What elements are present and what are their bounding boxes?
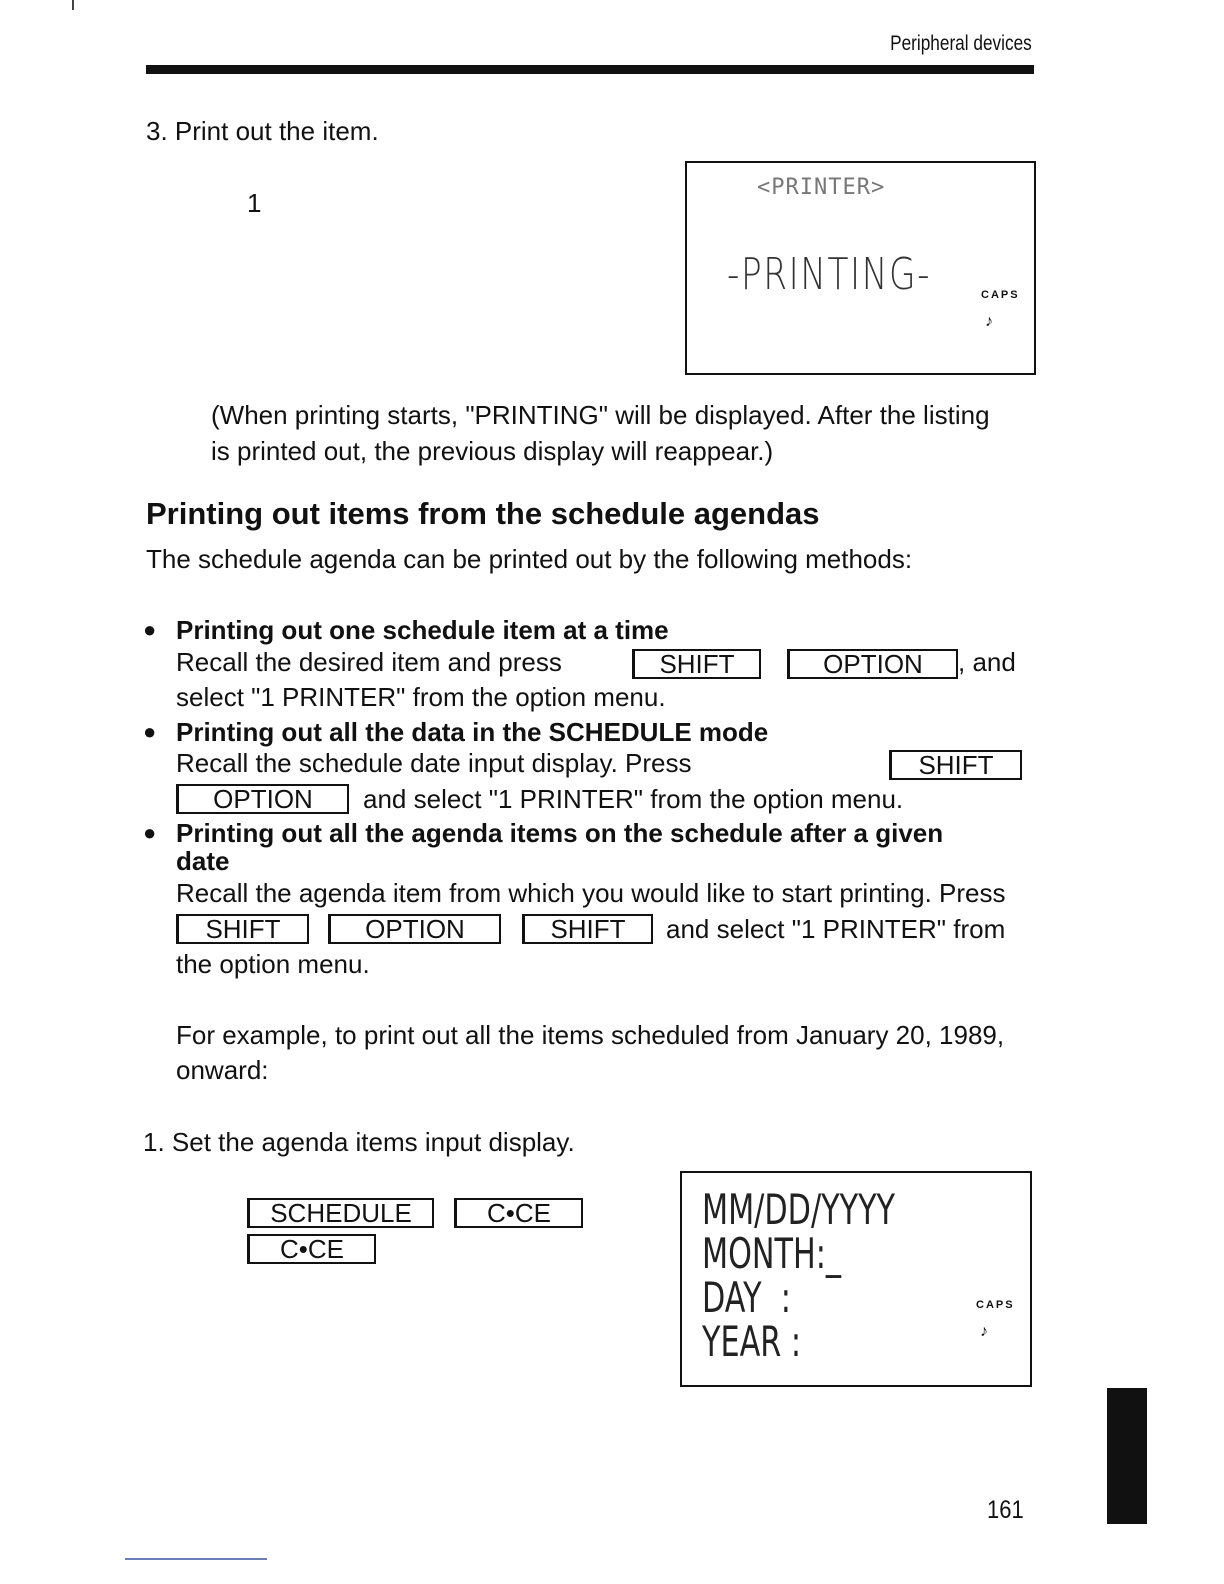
bullet-3-heading-line-1: Printing out all the agenda items on the schedule after a given (176, 818, 944, 848)
bullet-3-heading-line-2: date (176, 846, 230, 876)
lcd-date-input-display (680, 1171, 1032, 1387)
step-3-key: 1 (247, 188, 262, 218)
lcd-month-field: MONTH:_ (702, 1229, 842, 1278)
step-3-title: 3. Print out the item. (146, 116, 379, 146)
schedule-key: SCHEDULE (247, 1198, 434, 1228)
bullet-2-line-1: Recall the schedule date input display. Press (176, 748, 692, 778)
option-key: OPTION (328, 914, 501, 944)
option-key: OPTION (176, 784, 349, 814)
cce-key: C•CE (247, 1234, 376, 1264)
bullet-1-line-1: Recall the desired item and press (176, 647, 562, 677)
running-header: Peripheral devices (890, 32, 1032, 55)
music-note-icon: ♪ (985, 313, 993, 330)
bullet-2-line-2: and select "1 PRINTER" from the option menu. (363, 784, 904, 814)
step-1-title: 1. Set the agenda items input display. (143, 1127, 575, 1157)
bullet-1-line-2: select "1 PRINTER" from the option menu. (176, 682, 666, 712)
lcd-printing-text: -PRINTING- (727, 249, 932, 300)
lcd-caps-indicator: CAPS (981, 289, 1020, 301)
lcd-year-field: YEAR : (702, 1317, 802, 1366)
bullet-1-line-1-end: , and (958, 647, 1016, 677)
printing-note-line-2: is printed out, the previous display will reappear.) (211, 436, 774, 466)
page-number: 161 (987, 1496, 1024, 1524)
bullet-dot: ● (143, 719, 157, 744)
cce-key: C•CE (454, 1198, 583, 1228)
shift-key: SHIFT (522, 914, 653, 944)
lcd-printing-display (685, 161, 1036, 375)
scan-mark (72, 0, 74, 10)
shift-key: SHIFT (176, 914, 309, 944)
section-thumb-tab (1107, 1388, 1147, 1524)
bullet-2-heading: Printing out all the data in the SCHEDULE mode (176, 717, 769, 747)
bullet-3-line-3: the option menu. (176, 949, 370, 979)
footer-line (125, 1558, 267, 1560)
lcd-day-field: DAY : (702, 1273, 791, 1322)
header-rule (146, 65, 1034, 74)
lcd-caps-indicator: CAPS (976, 1299, 1015, 1311)
example-line-2: onward: (176, 1055, 269, 1085)
section-intro: The schedule agenda can be printed out by the following methods: (146, 544, 913, 574)
shift-key: SHIFT (632, 649, 761, 679)
printing-note-line-1: (When printing starts, "PRINTING" will be displayed. After the listing (211, 400, 990, 430)
example-line-1: For example, to print out all the items scheduled from January 20, 1989, (176, 1020, 1005, 1050)
lcd-printer-title: <PRINTER> (757, 175, 886, 200)
music-note-icon: ♪ (980, 1323, 988, 1340)
bullet-3-line-2-end: and select "1 PRINTER" from (666, 914, 1006, 944)
bullet-dot: ● (143, 617, 157, 642)
bullet-3-line-1: Recall the agenda item from which you would like to start printing. Press (176, 878, 1006, 908)
bullet-dot: ● (143, 820, 157, 845)
shift-key: SHIFT (889, 750, 1022, 780)
lcd-date-format: MM/DD/YYYY (702, 1185, 896, 1234)
section-heading: Printing out items from the schedule agendas (146, 496, 820, 531)
option-key: OPTION (787, 649, 958, 679)
bullet-1-heading: Printing out one schedule item at a time (176, 615, 669, 645)
